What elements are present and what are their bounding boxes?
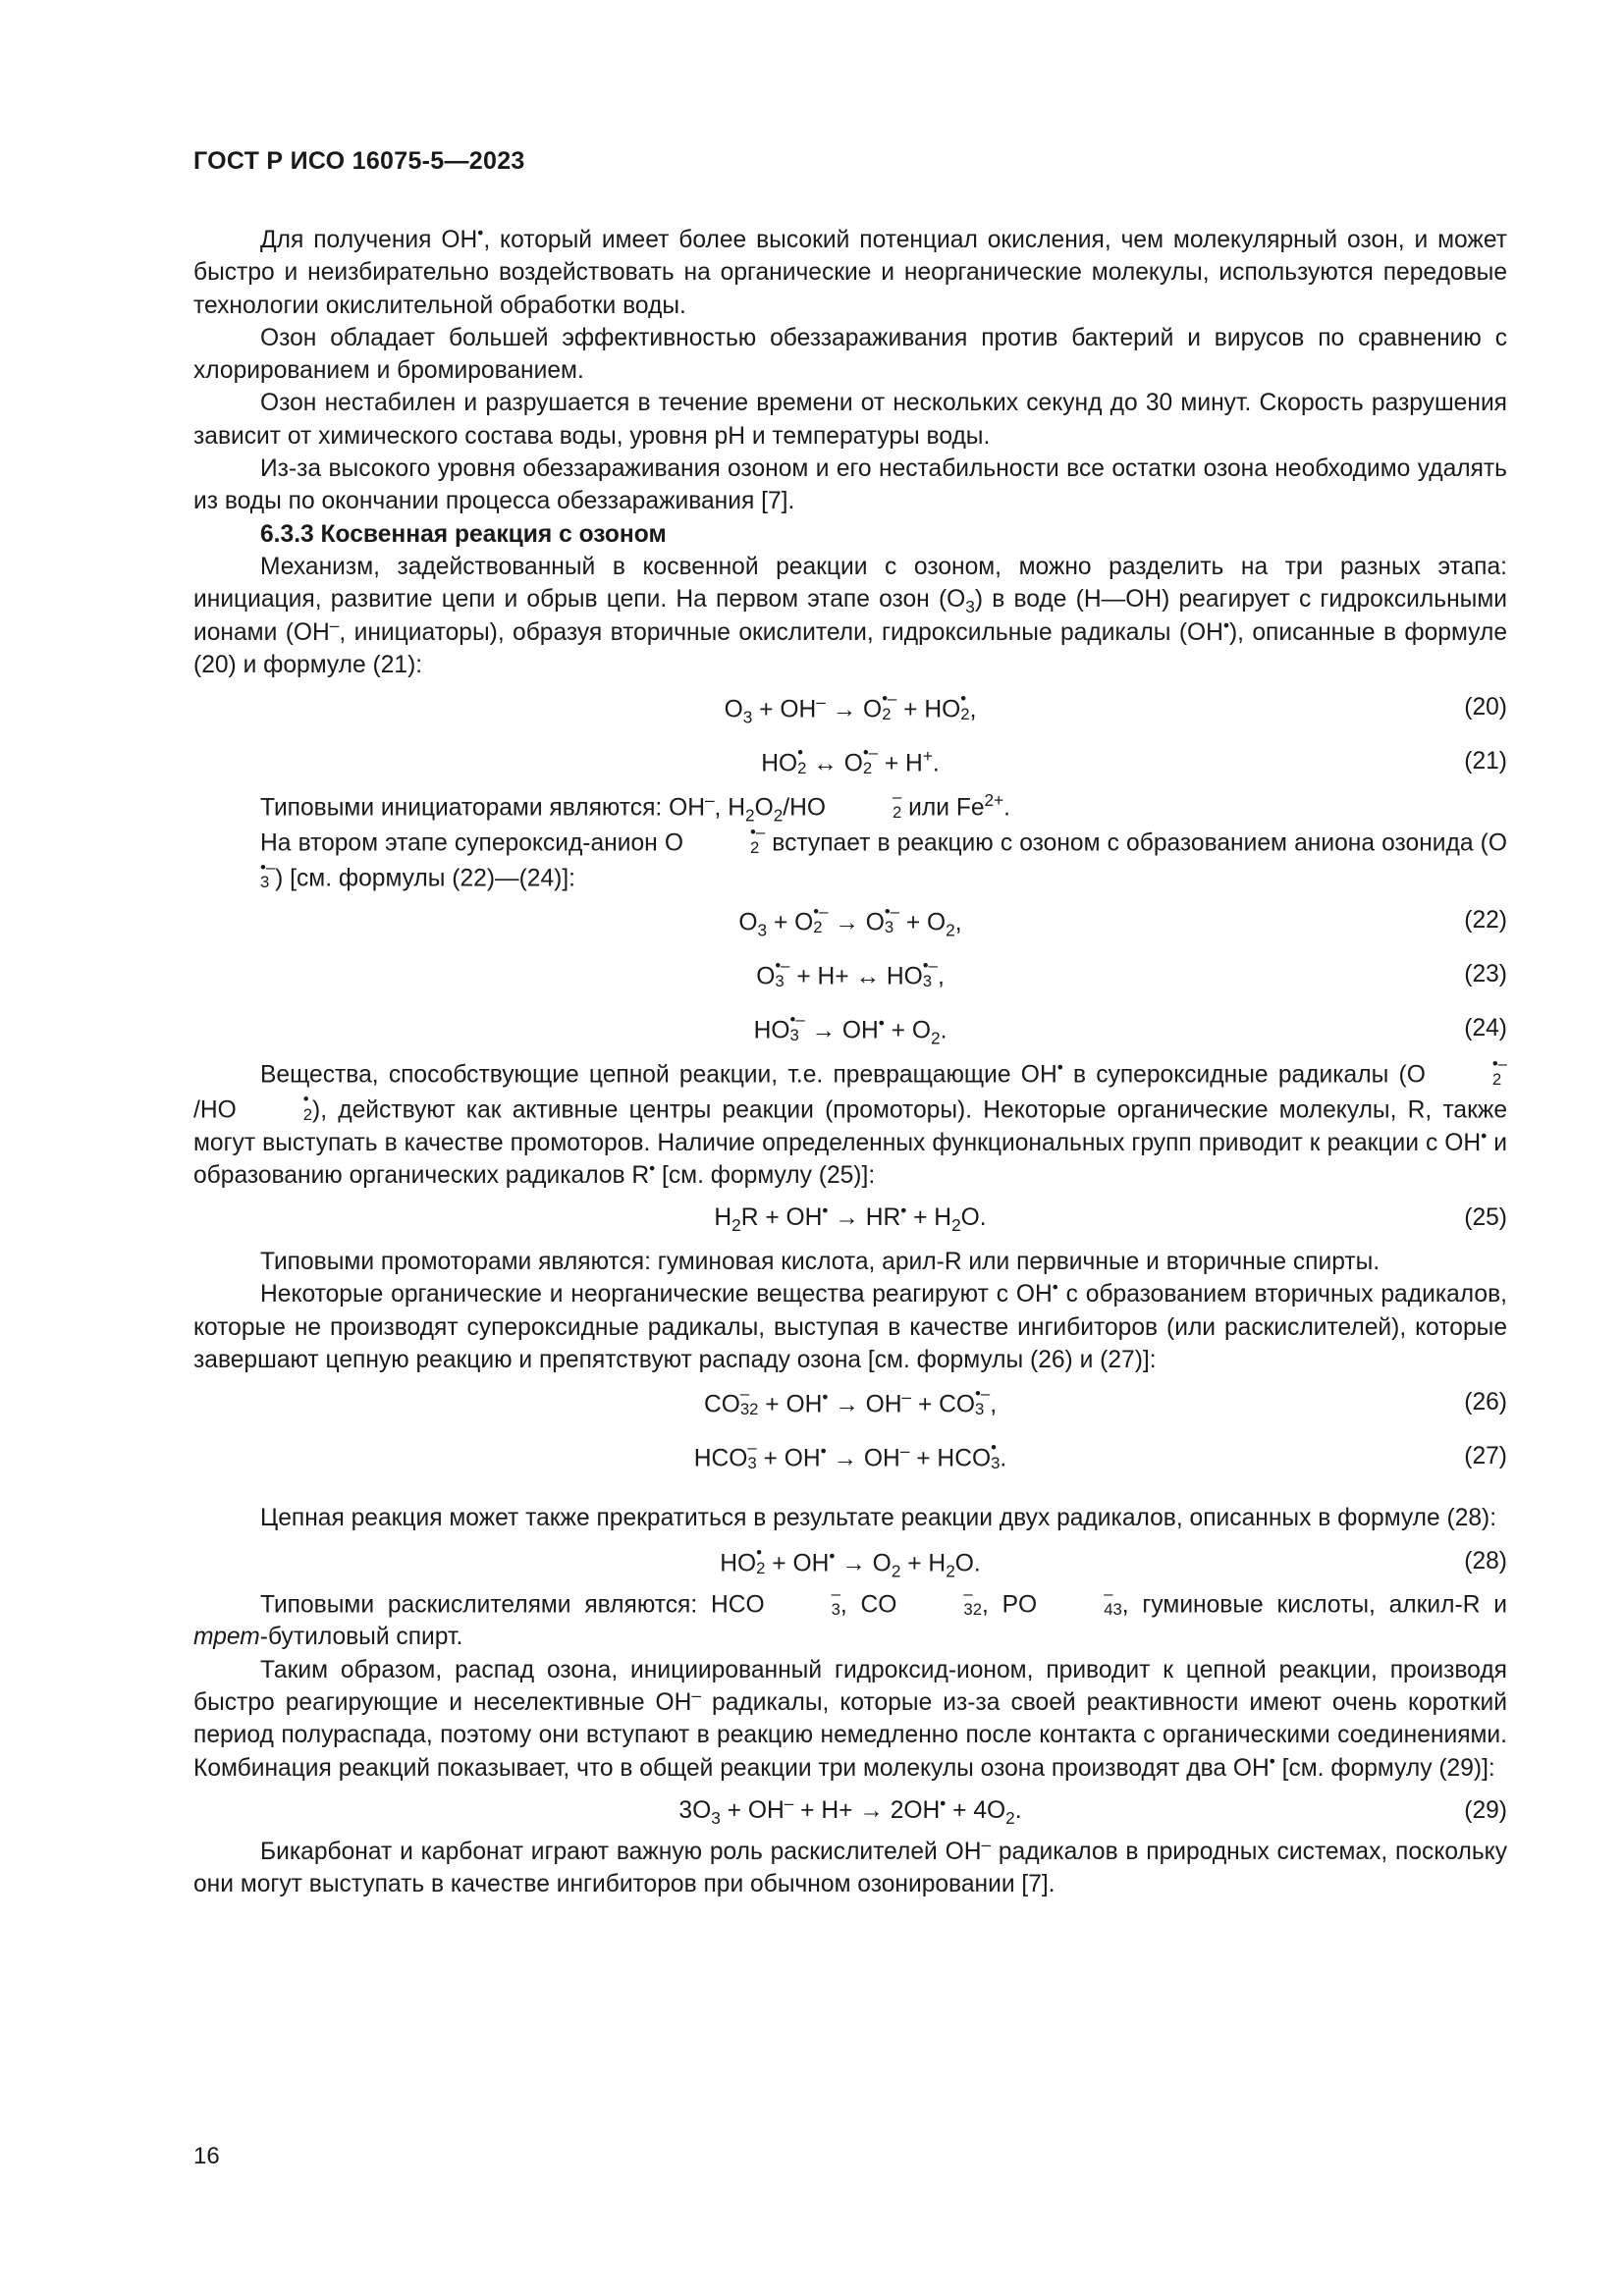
formula-28 — [193, 1535, 1507, 1586]
paragraph-scavengers: Типовыми раскислителями являются: HCO – 3 , CO – 32 , PO – 43 , гуминовые кислоты, алкил-R и трет-бутиловый спирт. — [193, 1583, 1507, 1651]
document-body — [193, 224, 1507, 1900]
formula-26-expr: CO – 32 + OH• → OH– + CO •– 3 , — [703, 1384, 998, 1419]
formula-26 — [193, 1376, 1507, 1430]
formula-21-number: (21) — [1464, 748, 1507, 775]
formula-20-expr: $O_3 + OH^- \to O$ •– 2 + HO • 2 , — [724, 689, 977, 727]
formula-22-number: (22) — [1464, 907, 1507, 934]
formula-25 — [193, 1192, 1507, 1246]
formula-27-number: (27) — [1464, 1443, 1507, 1470]
formula-27-expr: HCO – 3 + OH• → OH– + HCO • 3 . — [693, 1438, 1007, 1473]
paragraph-ozone-efficiency: Озон обладает большей эффективностью обеззараживания против бактерий и вирусов по сравнению с хлорированием и бромированием. — [193, 324, 1507, 385]
formula-21-expr: HO • 2 ↔ O •– 2 + H+. — [761, 743, 940, 778]
paragraph-initiators: Типовыми инициаторами являются: OH–, $H_2O_2/HO$ – 2 или $Fe^{2+}$. — [260, 787, 1011, 826]
paragraph-ozone-instability: Озон нестабилен и разрушается в течение времени от нескольких секунд до 30 минут. Скорость разрушения зависит от химического состава воды, уровня pH и температуры воды. — [193, 390, 1507, 450]
formula-24 — [193, 1002, 1507, 1056]
paragraph-chain-termination: Цепная реакция может также прекратиться в результате реакции двух радикалов, описанных в формуле (28): — [260, 1505, 1497, 1532]
formula-23-number: (23) — [1464, 961, 1507, 988]
paragraph-inhibitors: Некоторые органические и неорганические вещества реагируют с OH• с образованием вторичных радикалов, которые не производят супероксидные радикалы, выступая в качестве ингибиторов (или раскислителей), которые завершают цепную реакцию и препятствуют распаду озона [см. формулы (26) и (27)]: — [193, 1277, 1508, 1374]
paragraph-typical-promoters: Типовыми промоторами являются: гуминовая кислота, арил-R или первичные и вторичные спирты. — [260, 1249, 1380, 1276]
formula-22 — [193, 894, 1507, 948]
formula-21 — [193, 735, 1507, 789]
formula-24-number: (24) — [1464, 1015, 1507, 1042]
formula-20 — [193, 681, 1507, 735]
formula-24-expr: HO •– 3 → $OH^• + O_2$. — [753, 1010, 947, 1048]
formula-27 — [193, 1430, 1507, 1484]
spacer — [193, 1484, 1507, 1502]
paragraph-oh-radical: Для получения OH•, который имеет более высокий потенциал окисления, чем молекулярный озон, и может быстро и неизбирательно воздействовать на органические и неорганические молекулы, используются передовые технологии окислительной обработки воды. — [193, 222, 1507, 319]
section-heading-6-3-3: 6.3.3 Косвенная реакция с озоном — [260, 520, 667, 548]
paragraph-promoters: Вещества, способствующие цепной реакции, т.е. превращающие OH• в супероксидные радикалы (O •– 2 /HO • 2 ), действуют как активные центры реакции (промоторы). Некоторые органические молекулы, R, также могут выступать в качестве промоторов. Наличие определенных функциональных групп приводит к реакции с OH• и образованию органических радикалов R• [см. формулу (25)]: — [193, 1054, 1508, 1189]
paragraph-ozone-decay: Таким образом, распад озона, инициированный гидроксид-ионом, приводит к цепной реакции, производя быстро реагирующие и неселективные OH– радикалы, которые из-за своей реактивности имеют очень короткий период полураспада, поэтому они вступают в реакцию немедленно после контакта с органическими соединениями. Комбинация реакций показывает, что в общей реакции три молекулы озона производят два OH• [см. формулу (29)]: — [193, 1656, 1507, 1782]
formula-29 — [193, 1785, 1507, 1836]
formula-23-expr: O •– 3 + H+ ↔ HO •– 3 , — [756, 956, 945, 991]
paragraph-second-stage: На втором этапе супероксид-анион O •– 2 вступает в реакцию с озоном с образованием аниона озонида (O •– 3 ) [см. формулы (22)—(24)]: — [260, 822, 1508, 892]
formula-26-number: (26) — [1464, 1389, 1507, 1416]
formula-25-expr: $H_2R + OH^• \to HR^• + H_2O$. — [714, 1201, 987, 1236]
paragraph-bicarbonate: Бикарбонат и карбонат играют важную роль раскислителей OH– радикалов в природных системах, поскольку они могут выступать в качестве ингибиторов при обычном озонировании [7]. — [193, 1834, 1507, 1898]
formula-22-expr: $O_3 + O$ •– 2 → O •– 3 + $O_2$, — [738, 902, 962, 940]
page-number: 16 — [193, 2143, 220, 2169]
formula-20-number: (20) — [1464, 694, 1507, 721]
formula-29-number: (29) — [1464, 1796, 1507, 1824]
formula-28-number: (28) — [1464, 1547, 1507, 1575]
formula-28-expr: HO • 2 + $OH^• \to O_2 + H_2O$. — [720, 1542, 981, 1580]
formula-23 — [193, 948, 1507, 1002]
formula-25-number: (25) — [1464, 1204, 1507, 1232]
paragraph-mechanism: Механизм, задействованный в косвенной реакции с озоном, можно разделить на три разных этапа: инициация, развитие цепи и обрыв цепи. На первом этапе озон $(O_3)$ в воде (H—OH) реагирует с гидроксильными ионами (OH–, инициаторы), образуя вторичные окислители, гидроксильные радикалы (OH•), описанные в формуле (20) и формуле (21): — [193, 553, 1507, 678]
paragraph-ozone-residue: Из-за высокого уровня обеззараживания озоном и его нестабильности все остатки озона необходимо удалять из воды по окончании процесса обеззараживания [7]. — [193, 455, 1507, 515]
formula-29-expr: $3O_3 + OH^- + H+ \to 2OH^• + 4O_2$. — [678, 1792, 1022, 1828]
document-header: ГОСТ Р ИСО 16075-5—2023 — [193, 147, 525, 175]
